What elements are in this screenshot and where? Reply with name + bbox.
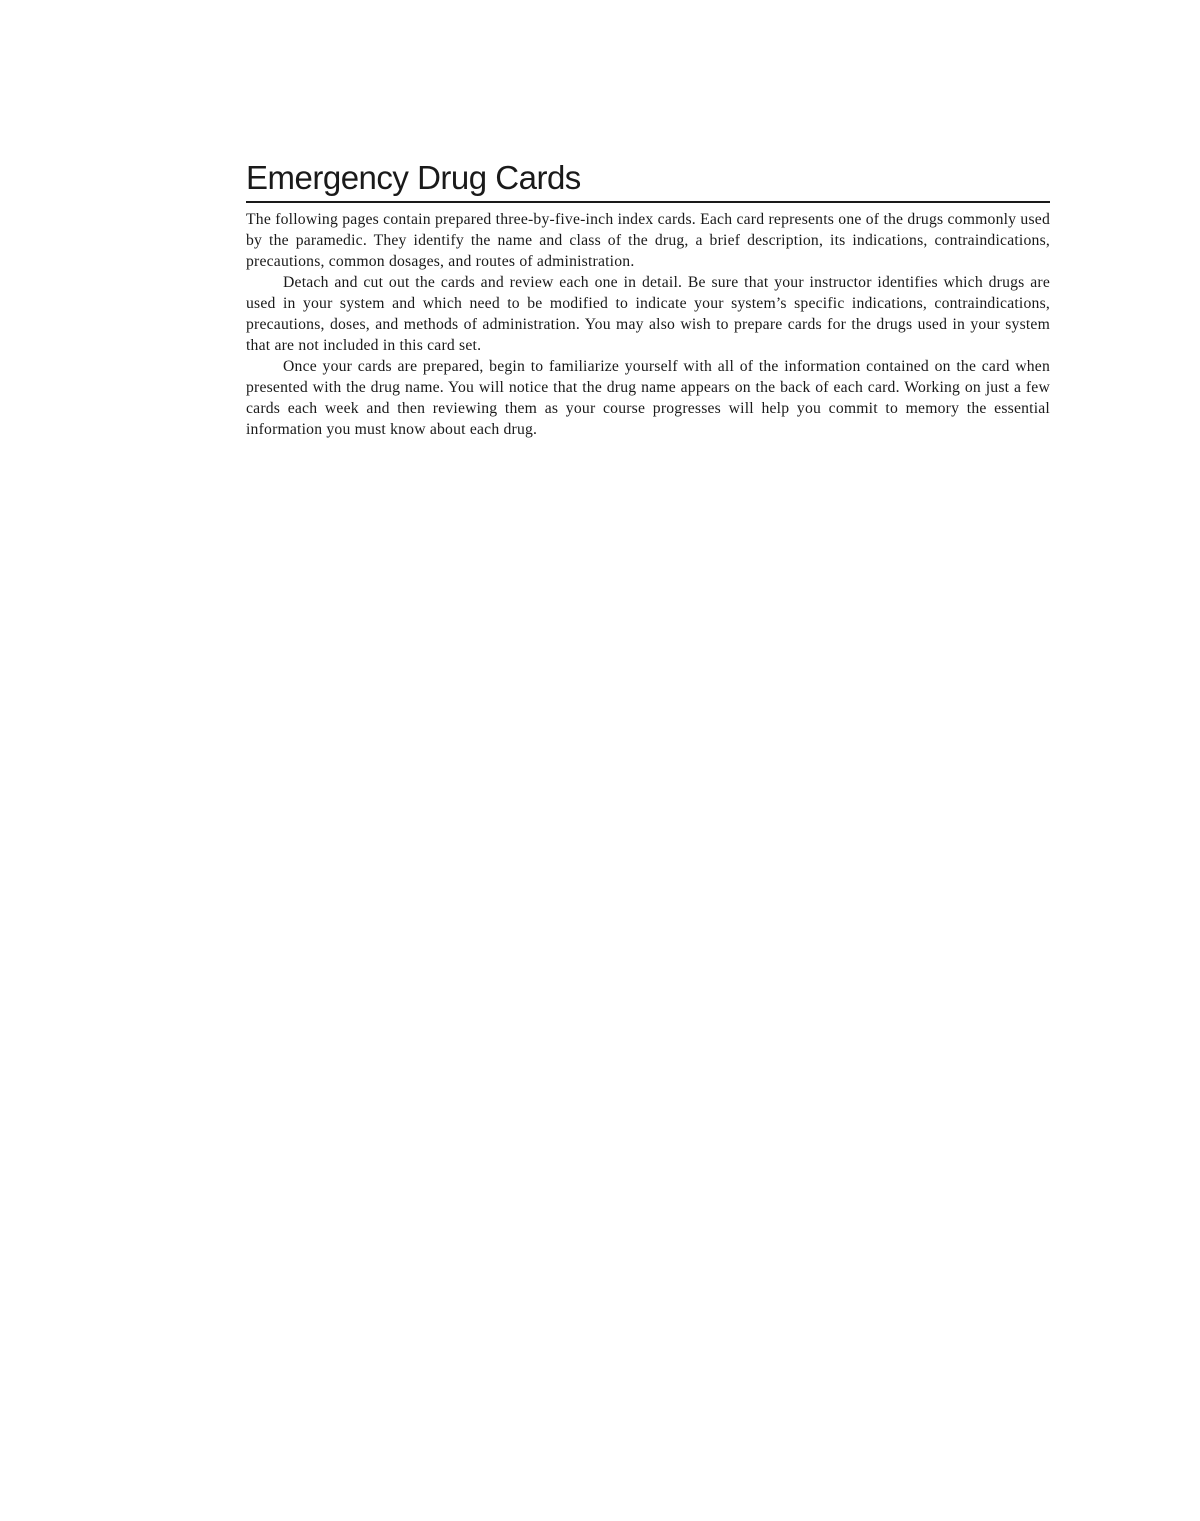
paragraph-detach: Detach and cut out the cards and review each one in detail. Be sure that your instructor identifies which drugs are used in your system and which need to be modified to indicate your system’s specific indications, contraindications, precautions, doses, and methods of administration. You may also wish to prepare cards for the drugs used in your system that are not included in this card set.: [246, 274, 1050, 354]
page-content: [246, 156, 1050, 440]
page-title: Emergency Drug Cards: [246, 159, 581, 196]
title-rule: [246, 201, 1050, 203]
paragraph-intro: The following pages contain prepared three-by-five-inch index cards. Each card represents one of the drugs commonly used by the paramedic. They identify the name and class of the drug, a brief description, its indications, contraindications, precautions, common dosages, and routes of administration.: [246, 211, 1050, 270]
paragraph-familiarize: Once your cards are prepared, begin to familiarize yourself with all of the information contained on the card when presented with the drug name. You will notice that the drug name appears on the back of each card. Working on just a few cards each week and then reviewing them as your course progresses will help you commit to memory the essential information you must know about each drug.: [246, 358, 1050, 438]
body-text: [246, 209, 1050, 440]
